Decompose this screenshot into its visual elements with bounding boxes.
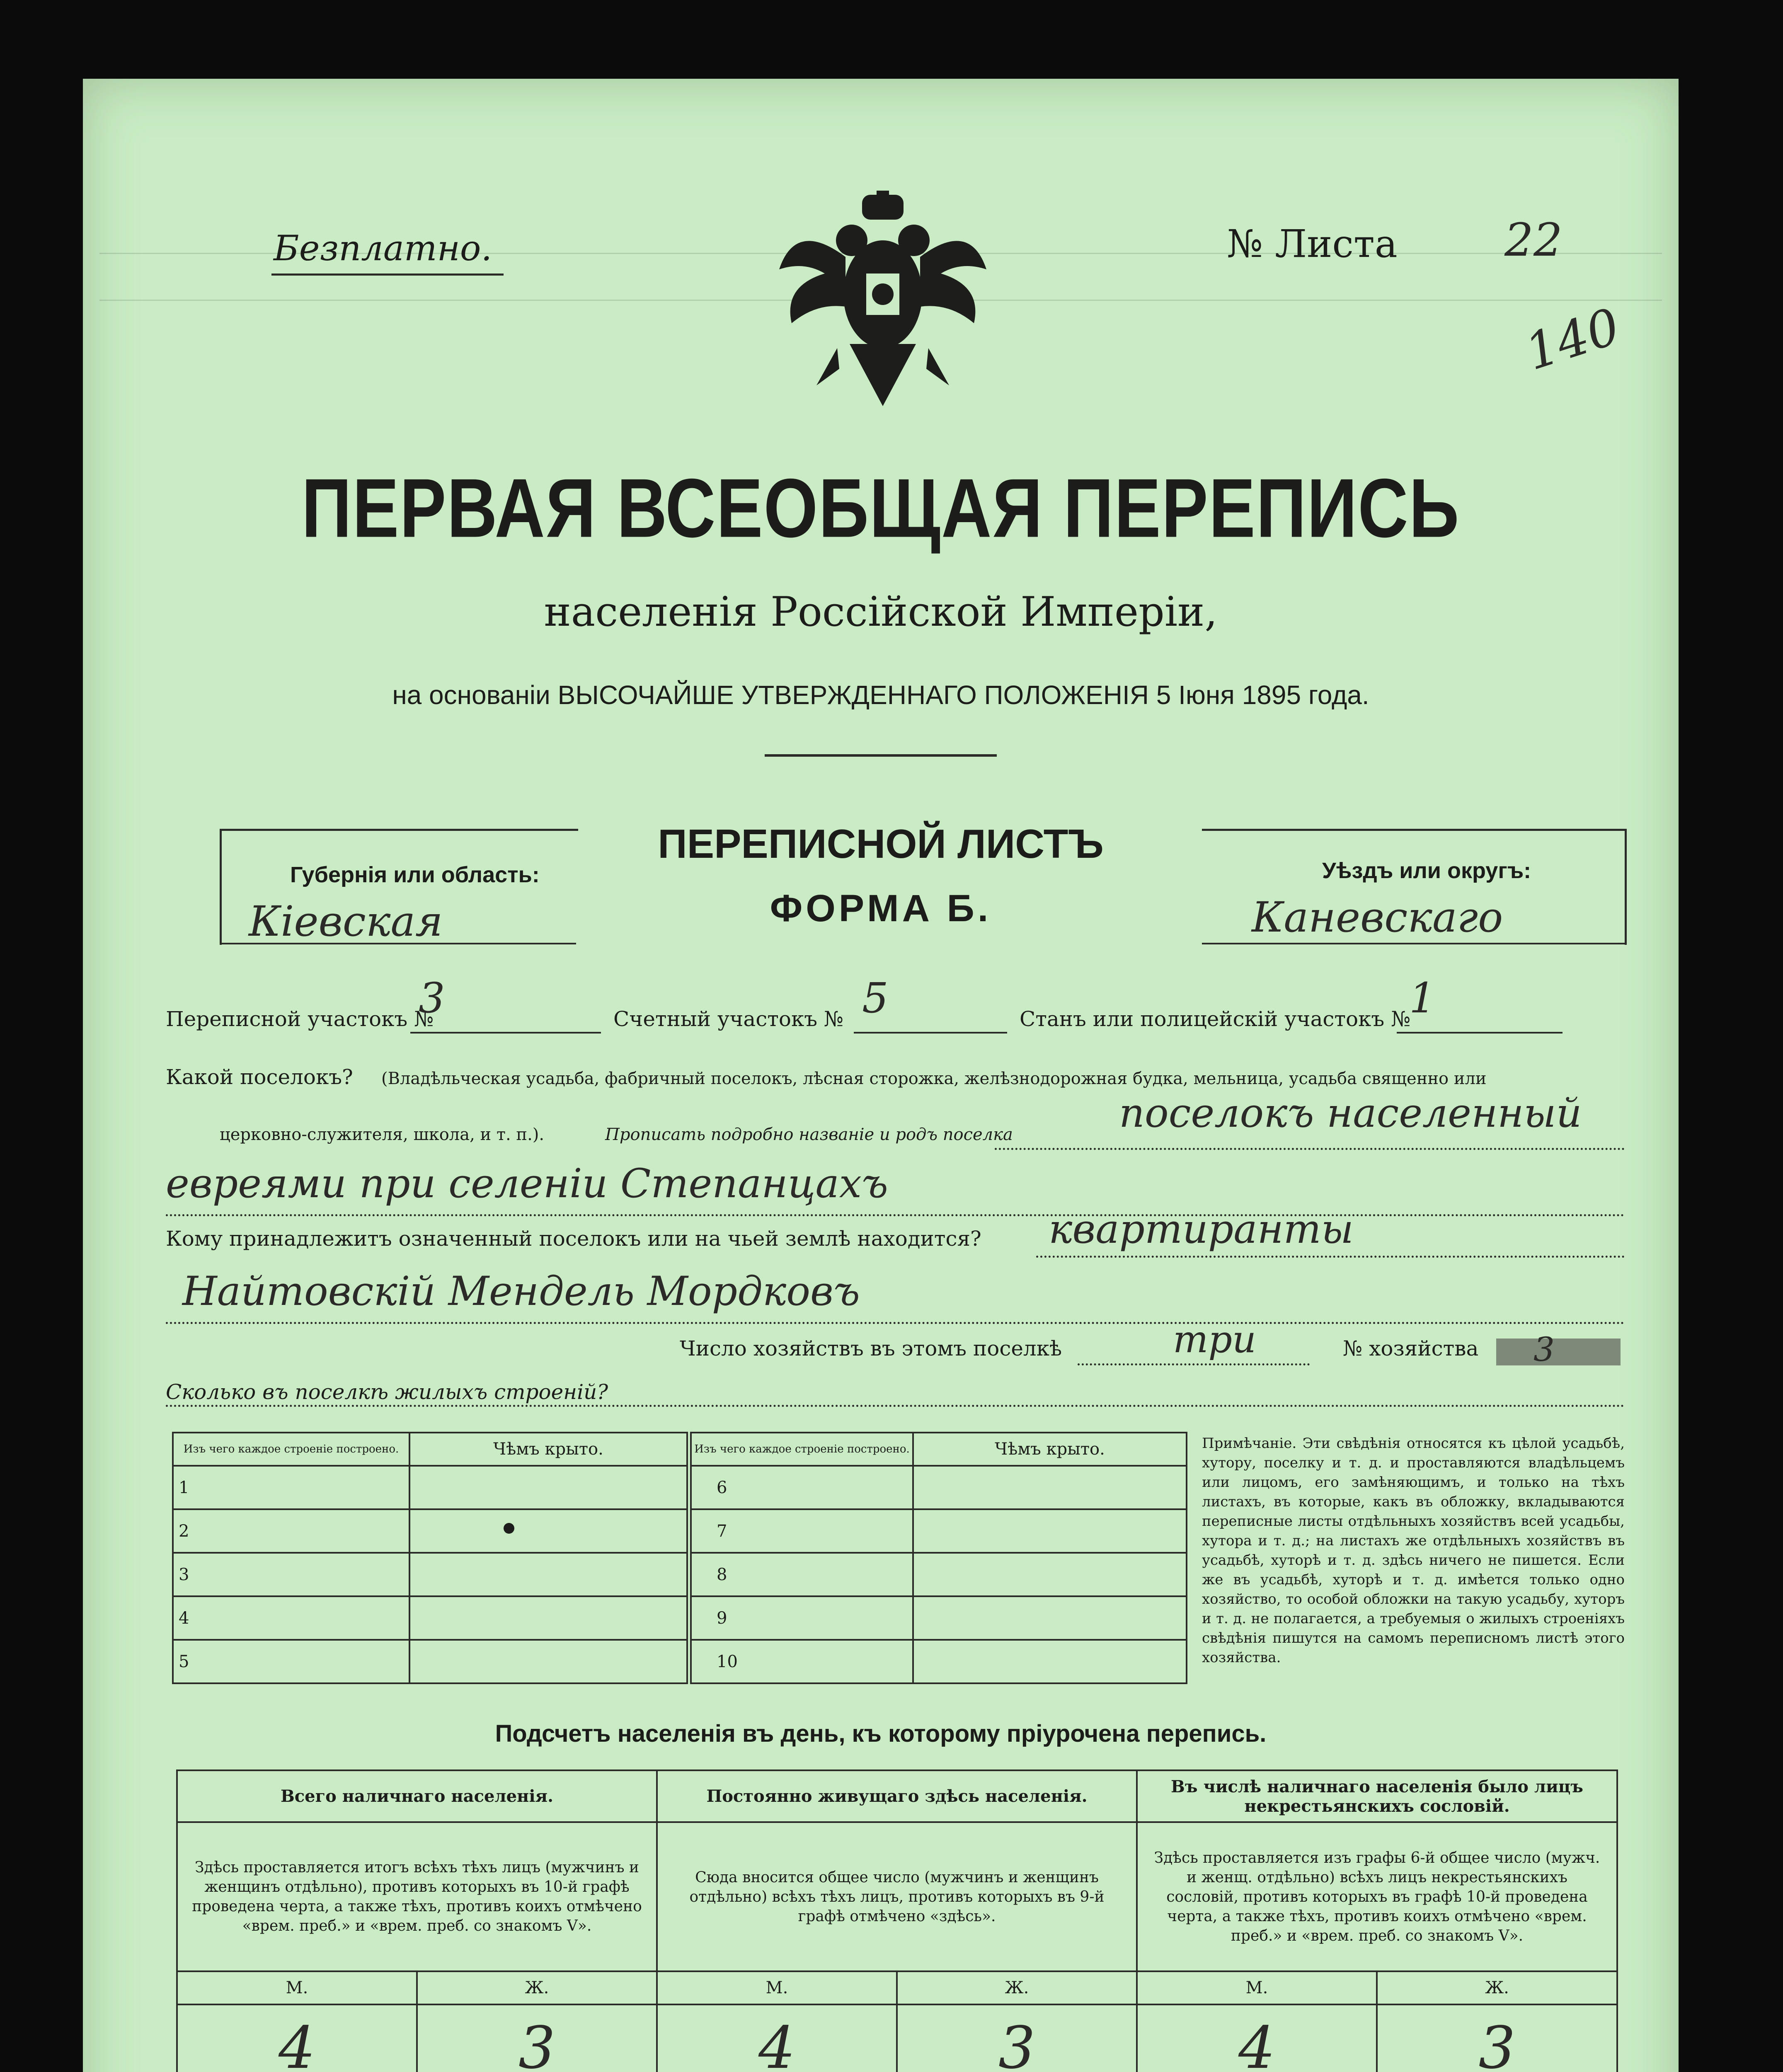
total-population-desc: Здѣсь проставляется итогъ всѣхъ тѣхъ лицъ (мужчинъ и женщинъ отдѣльно), противъ которыхъ въ 10-й графѣ проведена черта, а также тѣхъ, противъ коихъ отмѣчено «врем. преб.» и «врем. преб. со знакомъ V». bbox=[177, 1822, 657, 1971]
district-label: Уѣздъ или округъ: bbox=[1322, 858, 1531, 883]
side-mark: 140 bbox=[1519, 298, 1627, 382]
settlement-hint: (Владѣльческая усадьба, фабричный поселокъ, лѣсная сторожка, желѣзнодорожная будка, мельница, усадьба священно или bbox=[381, 1069, 1487, 1088]
table-row bbox=[173, 1509, 687, 1553]
population-count-table bbox=[176, 1769, 1618, 2072]
row-number: 8 bbox=[691, 1553, 913, 1596]
census-sheet bbox=[83, 79, 1679, 2072]
female-header: Ж. bbox=[897, 1971, 1137, 2004]
non-peasant-desc: Здѣсь проставляется изъ графы 6-й общее число (мужч. и женщ. отдѣльно) всѣхъ лицъ некрестьянскихъ сословій, противъ которыхъ въ графѣ 10-й проведена черта, а также тѣхъ, противъ коихъ отмѣчено «врем. преб.» и «врем. преб. со знакомъ V». bbox=[1137, 1822, 1617, 1971]
col-roof-header: Чѣмъ крыто. bbox=[913, 1433, 1187, 1466]
col-built-header: Изъ чего каждое строеніе построено. bbox=[173, 1433, 409, 1466]
free-label: Безплатно. bbox=[274, 228, 492, 269]
settlement-hint-cont: церковно-служителя, школа, и т. п.). bbox=[220, 1125, 545, 1144]
count-section-value: 5 bbox=[862, 974, 889, 1022]
table-row bbox=[173, 1640, 687, 1683]
underline bbox=[854, 1032, 1007, 1034]
buildings-label: Сколько въ поселкѣ жилыхъ строеній? bbox=[166, 1380, 608, 1404]
total-male-value: 4 bbox=[177, 2004, 417, 2072]
permanent-population-desc: Сюда вносится общее число (мужчинъ и женщинъ отдѣльно) всѣхъ тѣхъ лицъ, противъ которыхъ въ 9-й графѣ отмѣчено «здѣсь». bbox=[657, 1822, 1137, 1971]
buildings-table-left bbox=[172, 1432, 688, 1684]
table-row bbox=[691, 1596, 1187, 1640]
row-number: 6 bbox=[691, 1466, 913, 1509]
male-header: М. bbox=[657, 1971, 897, 2004]
col-built-header: Изъ чего каждое строеніе построено. bbox=[691, 1433, 913, 1466]
non-peasant-male-value: 4 bbox=[1137, 2004, 1377, 2072]
male-header: М. bbox=[177, 1971, 417, 2004]
underline bbox=[995, 1148, 1625, 1150]
ink-dot bbox=[504, 1523, 514, 1534]
table-row bbox=[691, 1640, 1187, 1683]
province-value: Кіевская bbox=[249, 897, 443, 946]
row-number: 7 bbox=[691, 1509, 913, 1553]
divider bbox=[1202, 943, 1625, 944]
table-row bbox=[691, 1509, 1187, 1553]
remark-text: Примѣчаніе. Эти свѣдѣнія относятся къ цѣлой усадьбѣ, хутору, поселку и т. д. и проставляются владѣльцемъ или лицомъ, его замѣняющимъ, и только на тѣхъ листахъ, въ которые, какъ въ обложку, вкладываются переписные листы отдѣльныхъ хозяйствъ всей усадьбы, хутора и т. д.; на листахъ же отдѣльныхъ хозяйствъ въ усадьбѣ, хуторѣ и т. д. здѣсь ничего не пишется. Если же въ усадьбѣ, хуторѣ и т. д. имѣется только одно хозяйство, то особой обложки на такую усадьбу, хуторъ и т. д. не полагается, а требуемыя о жилыхъ строеніяхъ свѣдѣнія пишутся на самомъ переписномъ листѣ этого хозяйства. bbox=[1202, 1435, 1625, 1666]
households-value: три bbox=[1173, 1318, 1256, 1361]
owner-value-2: Найтовскій Мендель Мордковъ bbox=[182, 1268, 860, 1314]
district-value: Каневскаго bbox=[1252, 893, 1503, 942]
underline bbox=[1397, 1032, 1563, 1034]
settlement-value-2: евреями при селеніи Степанцахъ bbox=[166, 1160, 888, 1207]
row-number: 10 bbox=[691, 1640, 913, 1683]
non-peasant-header: Въ числѣ наличнаго населенія было лицъ некрестьянскихъ сословій. bbox=[1137, 1770, 1617, 1822]
row-number: 5 bbox=[173, 1640, 409, 1683]
total-population-header: Всего наличнаго населенія. bbox=[177, 1770, 657, 1822]
settlement-label: Какой поселокъ? bbox=[166, 1065, 353, 1089]
household-number-box bbox=[1496, 1339, 1621, 1365]
count-section-label: Счетный участокъ № bbox=[613, 1007, 844, 1031]
underline bbox=[166, 1405, 1625, 1407]
non-peasant-female-value: 3 bbox=[1377, 2004, 1617, 2072]
underline bbox=[410, 1032, 601, 1034]
owner-value-1: квартиранты bbox=[1049, 1206, 1354, 1252]
col-roof-header: Чѣмъ крыто. bbox=[409, 1433, 687, 1466]
document-subtitle: населенія Россійской Имперіи, bbox=[544, 588, 1218, 636]
permanent-population-header: Постоянно живущаго здѣсь населенія. bbox=[657, 1770, 1137, 1822]
imperial-eagle-emblem bbox=[767, 191, 999, 423]
settlement-instruction: Прописать подробно названіе и родъ поселка bbox=[605, 1125, 1013, 1144]
census-section-label: Переписной участокъ № bbox=[166, 1007, 434, 1031]
permanent-female-value: 3 bbox=[897, 2004, 1137, 2072]
sheet-number-label: № Листа bbox=[1227, 222, 1398, 266]
table-row bbox=[173, 1466, 687, 1509]
province-label: Губернія или область: bbox=[290, 862, 540, 887]
document-title: ПЕРВАЯ ВСЕОБЩАЯ ПЕРЕПИСЬ bbox=[301, 461, 1460, 555]
underline bbox=[166, 1214, 1625, 1216]
underline bbox=[1036, 1256, 1625, 1258]
table-row bbox=[173, 1553, 687, 1596]
table-row bbox=[173, 1596, 687, 1640]
household-number-value: 3 bbox=[1533, 1330, 1555, 1369]
row-number: 2 bbox=[173, 1509, 409, 1553]
households-label: Число хозяйствъ въ этомъ поселкѣ bbox=[680, 1336, 1062, 1360]
decree-line: на основаніи ВЫСОЧАЙШЕ УТВЕРЖДЕННАГО ПОЛОЖЕНІЯ 5 Іюня 1895 года. bbox=[392, 680, 1369, 710]
household-number-label: № хозяйства bbox=[1343, 1336, 1479, 1360]
camp-value: 1 bbox=[1409, 974, 1436, 1022]
owner-label: Кому принадлежитъ означенный поселокъ или на чьей землѣ находится? bbox=[166, 1227, 981, 1251]
table-row bbox=[691, 1466, 1187, 1509]
settlement-value-1: поселокъ населенный bbox=[1119, 1090, 1582, 1136]
row-number: 3 bbox=[173, 1553, 409, 1596]
row-number: 4 bbox=[173, 1596, 409, 1640]
row-number: 1 bbox=[173, 1466, 409, 1509]
census-section-value: 3 bbox=[419, 974, 445, 1022]
sheet-number-value: 22 bbox=[1504, 213, 1563, 266]
total-female-value: 3 bbox=[417, 2004, 657, 2072]
divider bbox=[765, 754, 997, 757]
buildings-table-right bbox=[690, 1432, 1187, 1684]
divider bbox=[220, 943, 576, 944]
form-title: ПЕРЕПИСНОЙ ЛИСТЪ bbox=[658, 821, 1104, 867]
female-header: Ж. bbox=[417, 1971, 657, 2004]
permanent-male-value: 4 bbox=[657, 2004, 897, 2072]
camp-label: Станъ или полицейскій участокъ № bbox=[1020, 1007, 1411, 1031]
divider bbox=[271, 274, 504, 276]
form-subtitle: ФОРМА Б. bbox=[770, 887, 992, 929]
count-title: Подсчетъ населенія въ день, къ которому пріурочена перепись. bbox=[495, 1720, 1267, 1747]
male-header: М. bbox=[1137, 1971, 1377, 2004]
underline bbox=[166, 1322, 1625, 1324]
underline bbox=[1078, 1363, 1310, 1365]
table-row bbox=[691, 1553, 1187, 1596]
row-number: 9 bbox=[691, 1596, 913, 1640]
female-header: Ж. bbox=[1377, 1971, 1617, 2004]
